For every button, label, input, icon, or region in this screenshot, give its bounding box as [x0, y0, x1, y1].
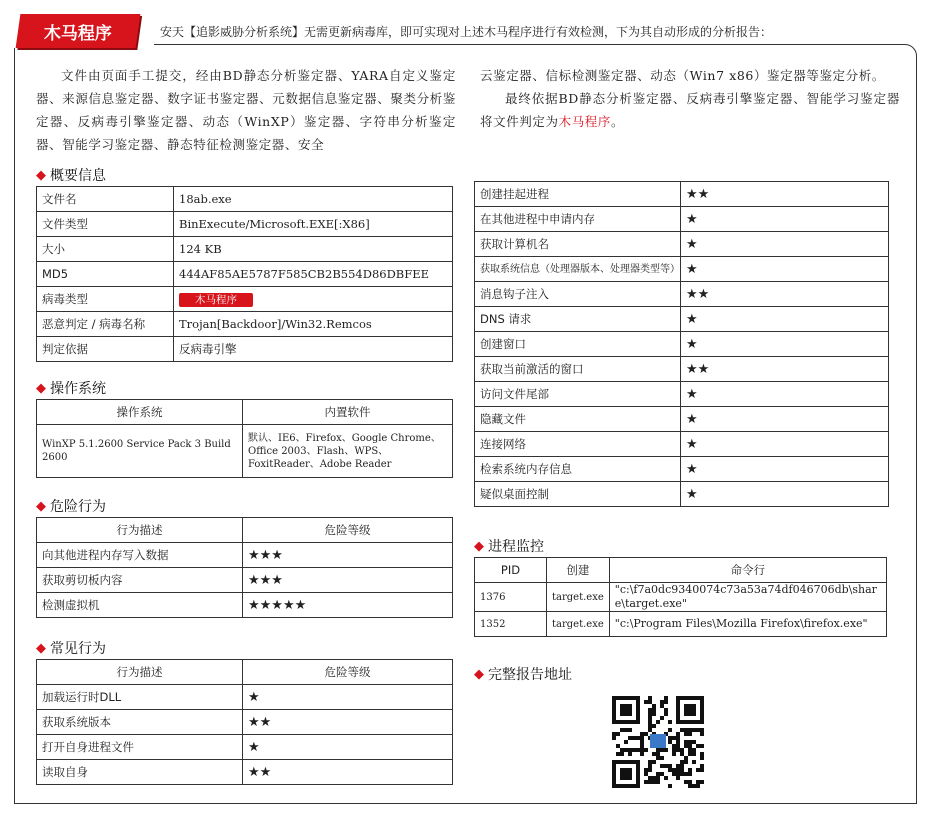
overview-label: 大小: [37, 237, 174, 262]
process-cmd: "c:\Program Files\Mozilla Firefox\firefox.exe": [609, 612, 886, 637]
behavior-desc: 创建挂起进程: [475, 182, 681, 207]
diamond-icon: ◆: [36, 640, 46, 656]
process-create: target.exe: [547, 583, 610, 612]
os-header-system: 操作系统: [37, 400, 243, 425]
behavior-desc: DNS 请求: [475, 307, 681, 332]
table-row: [475, 482, 889, 507]
table-row: [37, 262, 453, 287]
danger-level-stars: ★★★: [243, 543, 453, 568]
table-header-row: [37, 660, 453, 685]
overview-label: MD5: [37, 262, 174, 287]
section-title-overview: ◆ 概要信息: [36, 167, 106, 184]
section-title-process: ◆ 进程监控: [474, 538, 544, 555]
behavior-desc: 打开自身进程文件: [37, 735, 243, 760]
table-row: [37, 543, 453, 568]
virus-type-tag: 木马程序: [179, 293, 253, 307]
summary-line-1: 云鉴定器、信标检测鉴定器、动态（Win7 x86）鉴定器等鉴定分析。: [480, 68, 885, 83]
process-cmd: "c:\f7a0dc9340074c73a53a74df046706db\share\target.exe": [609, 583, 886, 612]
diamond-icon: ◆: [474, 538, 484, 554]
danger-level-stars: ★: [681, 407, 889, 432]
os-header-software: 内置软件: [243, 400, 453, 425]
behavior-desc: 向其他进程内存写入数据: [37, 543, 243, 568]
table-row: [475, 407, 889, 432]
table-row: [37, 212, 453, 237]
behavior-desc: 疑似桌面控制: [475, 482, 681, 507]
table-row: [475, 207, 889, 232]
behavior-desc: 获取剪切板内容: [37, 568, 243, 593]
danger-level-stars: ★★: [681, 182, 889, 207]
overview-value: BinExecute/Microsoft.EXE[:X86]: [174, 212, 453, 237]
table-row: [475, 307, 889, 332]
summary-paragraph-left: 文件由页面手工提交，经由BD静态分析鉴定器、YARA自定义鉴定器、来源信息鉴定器、数字证书鉴定器、元数据信息鉴定器、聚类分析鉴定器、反病毒引擎鉴定器、动态（WinXP）鉴定器、字符串分析鉴定器、智能学习鉴定器、静态特征检测鉴定器、安全: [36, 68, 456, 152]
table-row: [475, 583, 887, 612]
overview-table: [36, 186, 453, 362]
overview-value: 444AF85AE5787F585CB2B554D86DBFEE: [174, 262, 453, 287]
table-row: [37, 710, 453, 735]
header-desc: 行为描述: [37, 660, 243, 685]
table-row: [37, 337, 453, 362]
os-system: WinXP 5.1.2600 Service Pack 3 Build 2600: [37, 425, 243, 478]
overview-value: Trojan[Backdoor]/Win32.Remcos: [174, 312, 453, 337]
behavior-desc: 获取系统信息（处理器版本、处理器类型等）: [475, 257, 681, 282]
behavior-desc: 读取自身: [37, 760, 243, 785]
section-title-report: ◆ 完整报告地址: [474, 666, 572, 683]
behavior-desc: 隐藏文件: [475, 407, 681, 432]
table-row: [37, 685, 453, 710]
table-row: [475, 612, 887, 637]
danger-level-stars: ★★: [681, 282, 889, 307]
overview-label: 文件类型: [37, 212, 174, 237]
os-table: [36, 399, 453, 478]
overview-label: 恶意判定 / 病毒名称: [37, 312, 174, 337]
header-level: 危险等级: [243, 518, 453, 543]
danger-level-stars: ★★: [243, 760, 453, 785]
behavior-desc: 加载运行时DLL: [37, 685, 243, 710]
diamond-icon: ◆: [474, 666, 484, 682]
overview-value: 18ab.exe: [174, 187, 453, 212]
process-table: [474, 557, 887, 637]
summary-paragraph-right: [480, 64, 900, 133]
table-header-row: [37, 518, 453, 543]
danger-table: [36, 517, 453, 618]
common-table: [36, 659, 453, 785]
overview-value: [174, 287, 453, 312]
header-desc: 行为描述: [37, 518, 243, 543]
common-cont-table: [474, 181, 889, 507]
behavior-desc: 检测虚拟机: [37, 593, 243, 618]
os-software: 默认、IE6、Firefox、Google Chrome、Office 2003、Flash、WPS、FoxitReader、Adobe Reader: [243, 425, 453, 478]
table-row: [37, 760, 453, 785]
process-header: 命令行: [609, 558, 886, 583]
table-row: [37, 287, 453, 312]
behavior-desc: 连接网络: [475, 432, 681, 457]
danger-level-stars: ★: [243, 685, 453, 710]
table-row: [475, 182, 889, 207]
behavior-desc: 获取计算机名: [475, 232, 681, 257]
danger-level-stars: ★★★: [243, 568, 453, 593]
process-pid: 1376: [475, 583, 547, 612]
behavior-desc: 创建窗口: [475, 332, 681, 357]
table-row: [475, 257, 889, 282]
table-row: [475, 457, 889, 482]
table-row: [475, 382, 889, 407]
process-header: 创建: [547, 558, 610, 583]
danger-level-stars: ★: [681, 307, 889, 332]
summary-line-2: 最终依据BD静态分析鉴定器、反病毒引擎鉴定器、智能学习鉴定器将文件判定为木马程序。: [480, 91, 900, 129]
danger-level-stars: ★★: [681, 357, 889, 382]
category-badge: 木马程序: [16, 14, 141, 48]
behavior-desc: 消息钩子注入: [475, 282, 681, 307]
danger-level-stars: ★: [681, 382, 889, 407]
diamond-icon: ◆: [36, 498, 46, 514]
table-row: [475, 232, 889, 257]
behavior-desc: 访问文件尾部: [475, 382, 681, 407]
intro-text: 安天【追影威胁分析系统】无需更新病毒库，即可实现对上述木马程序进行有效检测，下为其自动形成的分析报告：: [160, 25, 773, 39]
process-header: PID: [475, 558, 547, 583]
qr-code-icon[interactable]: [612, 696, 704, 788]
table-row: [37, 237, 453, 262]
danger-level-stars: ★: [681, 232, 889, 257]
danger-level-stars: ★: [681, 432, 889, 457]
behavior-desc: 获取系统版本: [37, 710, 243, 735]
table-header-row: [475, 558, 887, 583]
danger-level-stars: ★: [681, 457, 889, 482]
overview-value: 反病毒引擎: [174, 337, 453, 362]
danger-level-stars: ★: [243, 735, 453, 760]
table-row: [37, 187, 453, 212]
process-pid: 1352: [475, 612, 547, 637]
behavior-desc: 在其他进程中申请内存: [475, 207, 681, 232]
danger-level-stars: ★★★★★: [243, 593, 453, 618]
danger-level-stars: ★: [681, 332, 889, 357]
danger-level-stars: ★★: [243, 710, 453, 735]
diamond-icon: ◆: [36, 167, 46, 183]
table-row: [37, 312, 453, 337]
verdict-text: 木马程序: [558, 114, 612, 129]
overview-label: 判定依据: [37, 337, 174, 362]
danger-level-stars: ★: [681, 257, 889, 282]
table-row: [37, 735, 453, 760]
table-row: [475, 357, 889, 382]
table-row: [475, 282, 889, 307]
header-level: 危险等级: [243, 660, 453, 685]
table-row: [37, 593, 453, 618]
table-row: [475, 432, 889, 457]
overview-value: 124 KB: [174, 237, 453, 262]
table-row: [37, 568, 453, 593]
danger-level-stars: ★: [681, 482, 889, 507]
process-create: target.exe: [547, 612, 610, 637]
diamond-icon: ◆: [36, 380, 46, 396]
section-title-danger: ◆ 危险行为: [36, 498, 106, 515]
behavior-desc: 检索系统内存信息: [475, 457, 681, 482]
section-title-common: ◆ 常见行为: [36, 640, 106, 657]
section-title-os: ◆ 操作系统: [36, 380, 106, 397]
overview-label: 文件名: [37, 187, 174, 212]
overview-label: 病毒类型: [37, 287, 174, 312]
danger-level-stars: ★: [681, 207, 889, 232]
table-row: [475, 332, 889, 357]
behavior-desc: 获取当前激活的窗口: [475, 357, 681, 382]
